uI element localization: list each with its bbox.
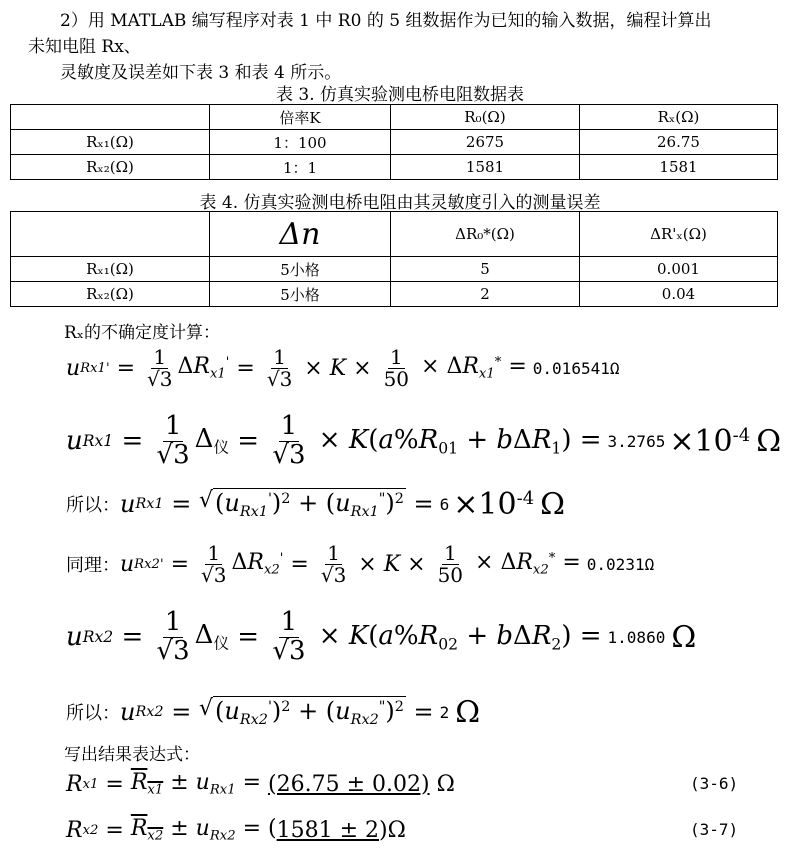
eq8-number: (3-7) [690, 820, 739, 839]
table-cell: 倍率K [210, 105, 391, 130]
equation-u-rx2: u Rx2 = $\frac{1}{√3}$ $\Delta_仪$ = $\frac{1}{√3}$ × $K(a\%R_{02} + b\Delta R_2)$ = 1.0860 Ω [66, 607, 697, 666]
equation-u-rx2-prime: 同理： u Rx2 ' = $\frac{1}{√3}$ $\Delta R_{x2}'$ = $\frac{1}{√3}$ × K × $\frac{1}{50}$ × $\Delta R_{x2}^*$ = 0.0231Ω [66, 540, 655, 587]
table-cell: R₀(Ω) [391, 105, 580, 130]
eq3-result: 6 [439, 494, 450, 514]
equation-rx2-result: R x2 = $R_{x2}$ ± $u_{Rx2}$ = ( 1581 ± 2 )Ω [66, 816, 406, 844]
equation-u-rx1-combined: 所以： u Rx1 = √ $(u_{Rx1}')^2 + (u_{Rx1}^")^2$ = 6 $\times 10^{-4}$ Ω [66, 486, 566, 522]
table-cell: ΔR'ₓ(Ω) [580, 212, 778, 257]
intro-line-3: 灵敏度及误差如下表 3 和表 4 所示。 [60, 63, 342, 83]
table-cell: 5小格 [210, 257, 391, 282]
table3-caption: 表 3. 仿真实验测电桥电阻数据表 [275, 85, 525, 105]
table-cell: Δn [210, 212, 391, 257]
table-cell: 5 [391, 257, 580, 282]
table3-header-row [11, 105, 778, 130]
table-cell [11, 212, 210, 257]
eq1-result: 0.016541Ω [532, 358, 620, 378]
eq2-result: 3.2765 [607, 431, 666, 451]
table-cell: 1581 [391, 155, 580, 180]
equation-u-rx1-prime: u Rx1 ' = $\frac{1}{√3}$ $\Delta R_{x1}'$ = $\frac{1}{√3}$ × K × $\frac{1}{50}$ × $\Delta R_{x1}^*$ = 0.016541Ω [66, 344, 620, 391]
eq8-value: 1581 ± 2 [276, 817, 380, 843]
table-cell: Rₓ₂(Ω) [11, 282, 210, 307]
eq6-prefix: 所以： [66, 703, 120, 724]
table-row [11, 155, 778, 180]
eq6-result: 2 [439, 702, 450, 722]
table-cell: 1：1 [210, 155, 391, 180]
eq3-exponent: -4 [516, 487, 535, 509]
table-cell: Rₓ(Ω) [580, 105, 778, 130]
equation-u-rx1: u Rx1 = $\frac{1}{√3}$ $\Delta_仪$ = $\frac{1}{√3}$ × $K(a\%R_{01} + b\Delta R_1)$ = 3.2765 $\times 10^{-4}$ Ω [66, 411, 782, 470]
table-cell: Rₓ₁(Ω) [11, 130, 210, 155]
table-cell: 0.04 [580, 282, 778, 307]
table-cell: 1581 [580, 155, 778, 180]
table-row [11, 282, 778, 307]
eq7-value: (26.75 ± 0.02) [268, 771, 430, 797]
equation-u-rx2-combined: 所以： u Rx2 = √ $(u_{Rx2}')^2 + (u_{Rx2}^")^2$ = 2 Ω [66, 694, 481, 730]
table4-header-row [11, 212, 778, 257]
table-cell [11, 105, 210, 130]
table-row [11, 257, 778, 282]
table3 [10, 104, 778, 180]
result-heading: 写出结果表达式： [64, 745, 200, 765]
table4 [10, 211, 778, 307]
table-cell: 2675 [391, 130, 580, 155]
eq2-exponent: -4 [732, 424, 751, 446]
intro-line-2: 未知电阻 Rx、 [28, 37, 141, 57]
intro-line-1: 2）用 MATLAB 编写程序对表 1 中 R0 的 5 组数据作为已知的输入数据，编程计算出 [60, 11, 712, 31]
table-row [11, 130, 778, 155]
table-cell: 26.75 [580, 130, 778, 155]
table-cell: ΔR₀*(Ω) [391, 212, 580, 257]
table-cell: 0.001 [580, 257, 778, 282]
eq3-prefix: 所以： [66, 495, 120, 516]
equation-rx1-result: R x1 = $R_{x1}$ ± $u_{Rx1}$ = (26.75 ± 0.02) Ω [66, 770, 455, 798]
eq5-result: 1.0860 [607, 627, 666, 647]
table-cell: Rₓ₂(Ω) [11, 155, 210, 180]
table-cell: Rₓ₁(Ω) [11, 257, 210, 282]
eq7-number: (3-6) [690, 774, 739, 793]
table-cell: 5小格 [210, 282, 391, 307]
table-cell: 1：100 [210, 130, 391, 155]
table-cell: 2 [391, 282, 580, 307]
eq4-result: 0.0231Ω [586, 554, 655, 574]
eq4-prefix: 同理： [66, 555, 120, 576]
table4-caption: 表 4. 仿真实验测电桥电阻由其灵敏度引入的测量误差 [199, 193, 601, 213]
uncertainty-heading: Rₓ的不确定度计算： [64, 323, 221, 343]
